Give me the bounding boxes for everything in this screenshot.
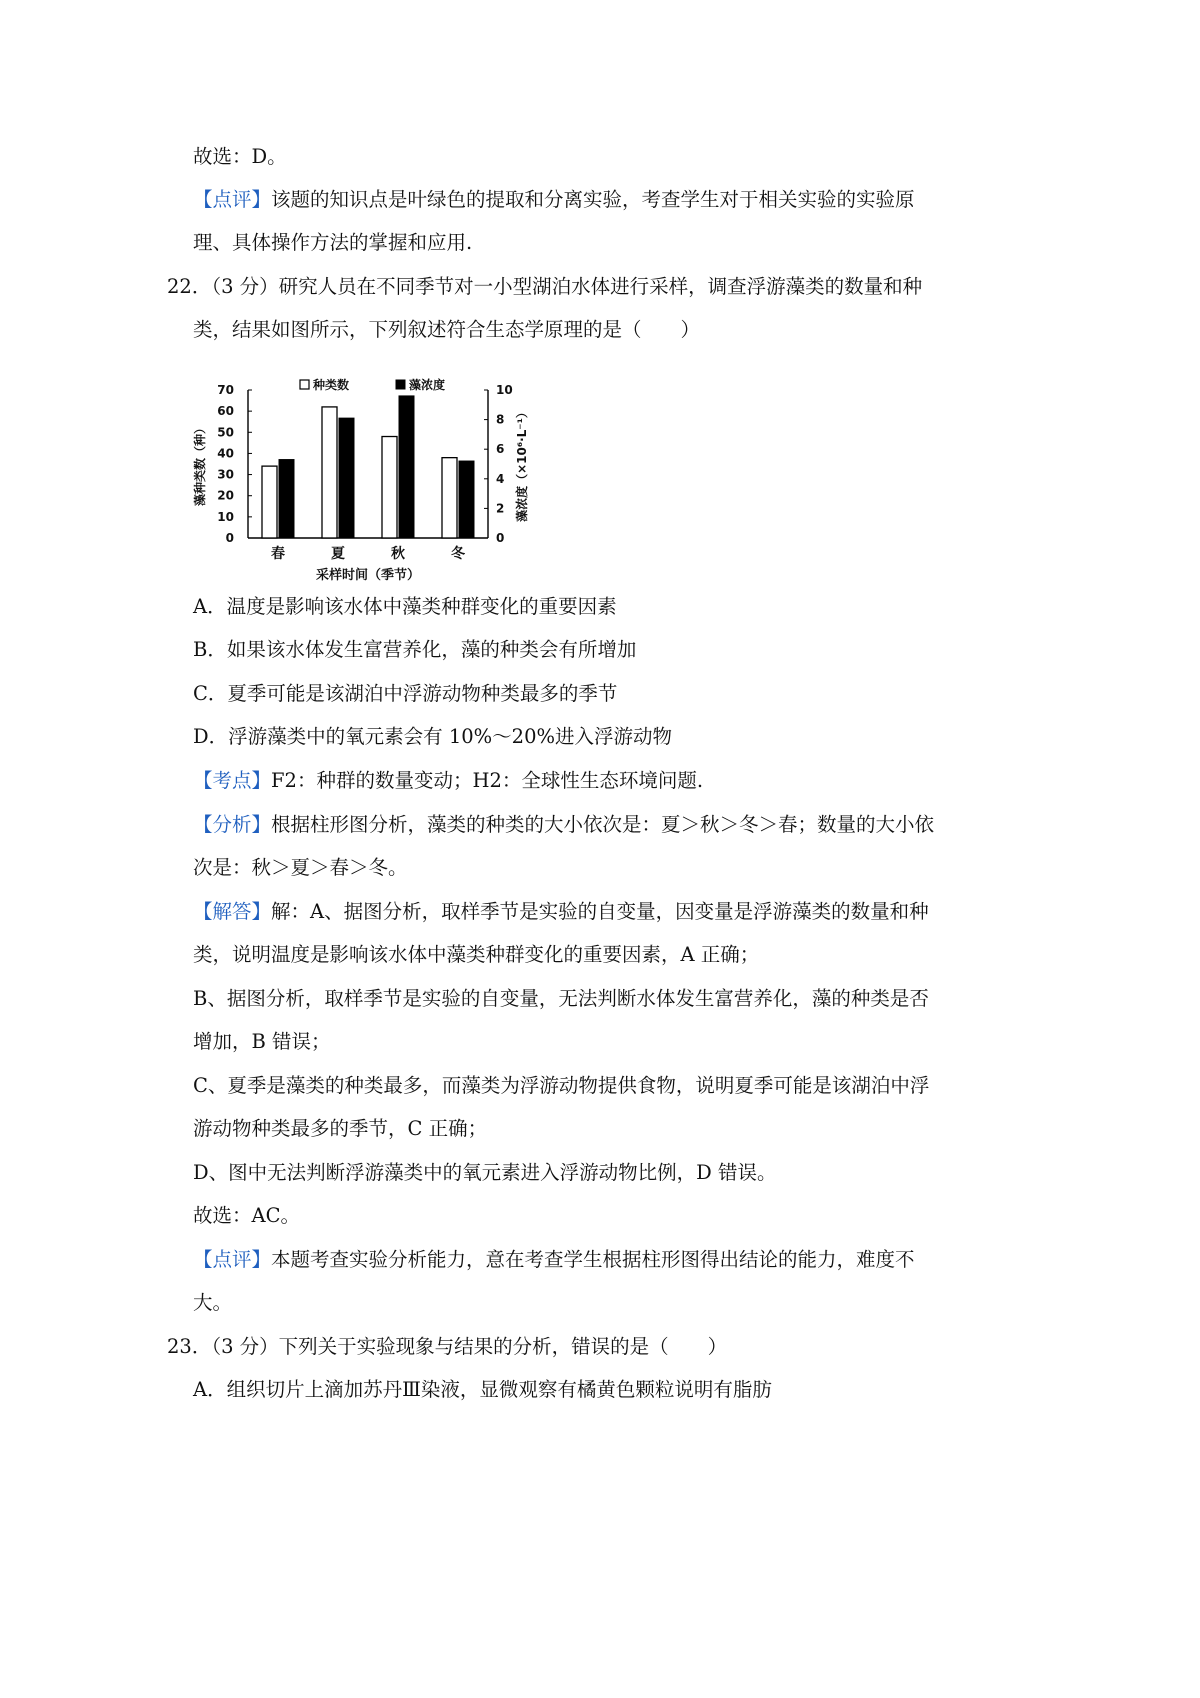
x-axis-label: 采样时间（季节） — [315, 568, 421, 583]
right-axis-label: 藻浓度（×10⁶·L⁻¹） — [515, 406, 529, 522]
bar-algae-concentration — [399, 396, 414, 538]
solution-paragraph — [193, 899, 929, 925]
review-text-cont: 理、具体操作方法的掌握和应用. — [193, 231, 473, 254]
left-tick-label: 60 — [217, 404, 234, 419]
option-b: B．如果该水体发生富营养化，藻的种类会有所增加 — [193, 638, 637, 661]
answer-line: 故选：D。 — [193, 145, 287, 168]
legend-label-species: 种类数 — [313, 378, 350, 392]
knowledge-tag: 【考点】 — [193, 769, 272, 792]
left-tick-label: 40 — [217, 446, 234, 461]
knowledge-point — [193, 768, 703, 794]
left-tick-label: 0 — [225, 531, 234, 545]
final-answer: 故选：AC。 — [193, 1204, 301, 1227]
knowledge-text: F2：种群的数量变动；H2：全球性生态环境问题. — [271, 769, 704, 792]
solution-text: 解：A、据图分析，取样季节是实验的自变量，因变量是浮游藻类的数量和种 — [271, 900, 929, 923]
review-tag: 【点评】 — [193, 1248, 272, 1271]
review-tag: 【点评】 — [193, 188, 272, 211]
left-tick-label: 20 — [217, 488, 234, 503]
right-tick-label: 0 — [496, 531, 505, 545]
bar-algae-concentration — [339, 418, 354, 538]
left-axis-label: 藻种类数（种） — [193, 421, 207, 507]
solution-line: 类，说明温度是影响该水体中藻类种群变化的重要因素，A 正确； — [193, 943, 760, 966]
solution-tag: 【解答】 — [193, 900, 272, 923]
right-tick-label: 10 — [496, 383, 513, 397]
analysis-text: 根据柱形图分析，藻类的种类的大小依次是：夏＞秋＞冬＞春；数量的大小依 — [271, 813, 935, 836]
review-text: 该题的知识点是叶绿色的提取和分离实验，考查学生对于相关实验的实验原 — [271, 188, 915, 211]
analysis-text-cont: 次是：秋＞夏＞春＞冬。 — [193, 856, 408, 879]
bar-species-count — [322, 407, 337, 538]
x-tick-label: 秋 — [391, 546, 405, 562]
solution-line: D、图中无法判断浮游藻类中的氧元素进入浮游动物比例，D 错误。 — [193, 1161, 777, 1184]
option-a: A．温度是影响该水体中藻类种群变化的重要因素 — [193, 595, 617, 618]
analysis-paragraph — [193, 812, 934, 838]
right-tick-label: 4 — [496, 471, 505, 486]
question-22-stem-cont: 类，结果如图所示，下列叙述符合生态学原理的是（ ） — [193, 318, 701, 341]
right-tick-label: 8 — [496, 412, 505, 427]
x-tick-label: 冬 — [451, 546, 465, 562]
bar-species-count — [382, 437, 397, 538]
legend-swatch-concentration — [396, 380, 405, 389]
review-paragraph-2 — [193, 1247, 915, 1273]
x-tick-label: 夏 — [331, 546, 345, 562]
bar-algae-concentration — [279, 460, 294, 538]
left-tick-label: 50 — [217, 425, 234, 440]
solution-line: 增加，B 错误； — [193, 1030, 331, 1053]
x-tick-label: 春 — [271, 546, 285, 562]
solution-line: B、据图分析，取样季节是实验的自变量，无法判断水体发生富营养化，藻的种类是否 — [193, 987, 929, 1010]
right-tick-label: 2 — [496, 501, 505, 516]
legend-label-concentration: 藻浓度 — [409, 378, 446, 392]
question-23-stem: 23．（3 分）下列关于实验现象与结果的分析，错误的是（ ） — [167, 1335, 728, 1358]
review-text: 本题考查实验分析能力，意在考查学生根据柱形图得出结论的能力，难度不 — [271, 1248, 915, 1271]
solution-line: 游动物种类最多的季节，C 正确； — [193, 1117, 488, 1140]
bar-species-count — [262, 466, 277, 538]
legend-swatch-species — [300, 380, 309, 389]
left-tick-label: 30 — [217, 467, 234, 482]
review-text-cont: 大。 — [193, 1291, 233, 1314]
analysis-tag: 【分析】 — [193, 813, 272, 836]
question-23-option-a: A．组织切片上滴加苏丹Ⅲ染液，显微观察有橘黄色颗粒说明有脂肪 — [193, 1378, 772, 1401]
bar-algae-concentration — [459, 461, 474, 538]
option-c: C．夏季可能是该湖泊中浮游动物种类最多的季节 — [193, 682, 618, 705]
left-tick-label: 10 — [217, 509, 234, 524]
bar-species-count — [442, 458, 457, 538]
option-d: D．浮游藻类中的氧元素会有 10%～20%进入浮游动物 — [193, 725, 673, 748]
right-tick-label: 6 — [496, 442, 505, 457]
left-tick-label: 70 — [217, 383, 234, 397]
solution-line: C、夏季是藻类的种类最多，而藻类为浮游动物提供食物，说明夏季可能是该湖泊中浮 — [193, 1074, 930, 1097]
review-paragraph — [193, 187, 915, 213]
question-22-stem: 22．（3 分）研究人员在不同季节对一小型湖泊水体进行采样，调查浮游藻类的数量和种 — [167, 275, 923, 298]
